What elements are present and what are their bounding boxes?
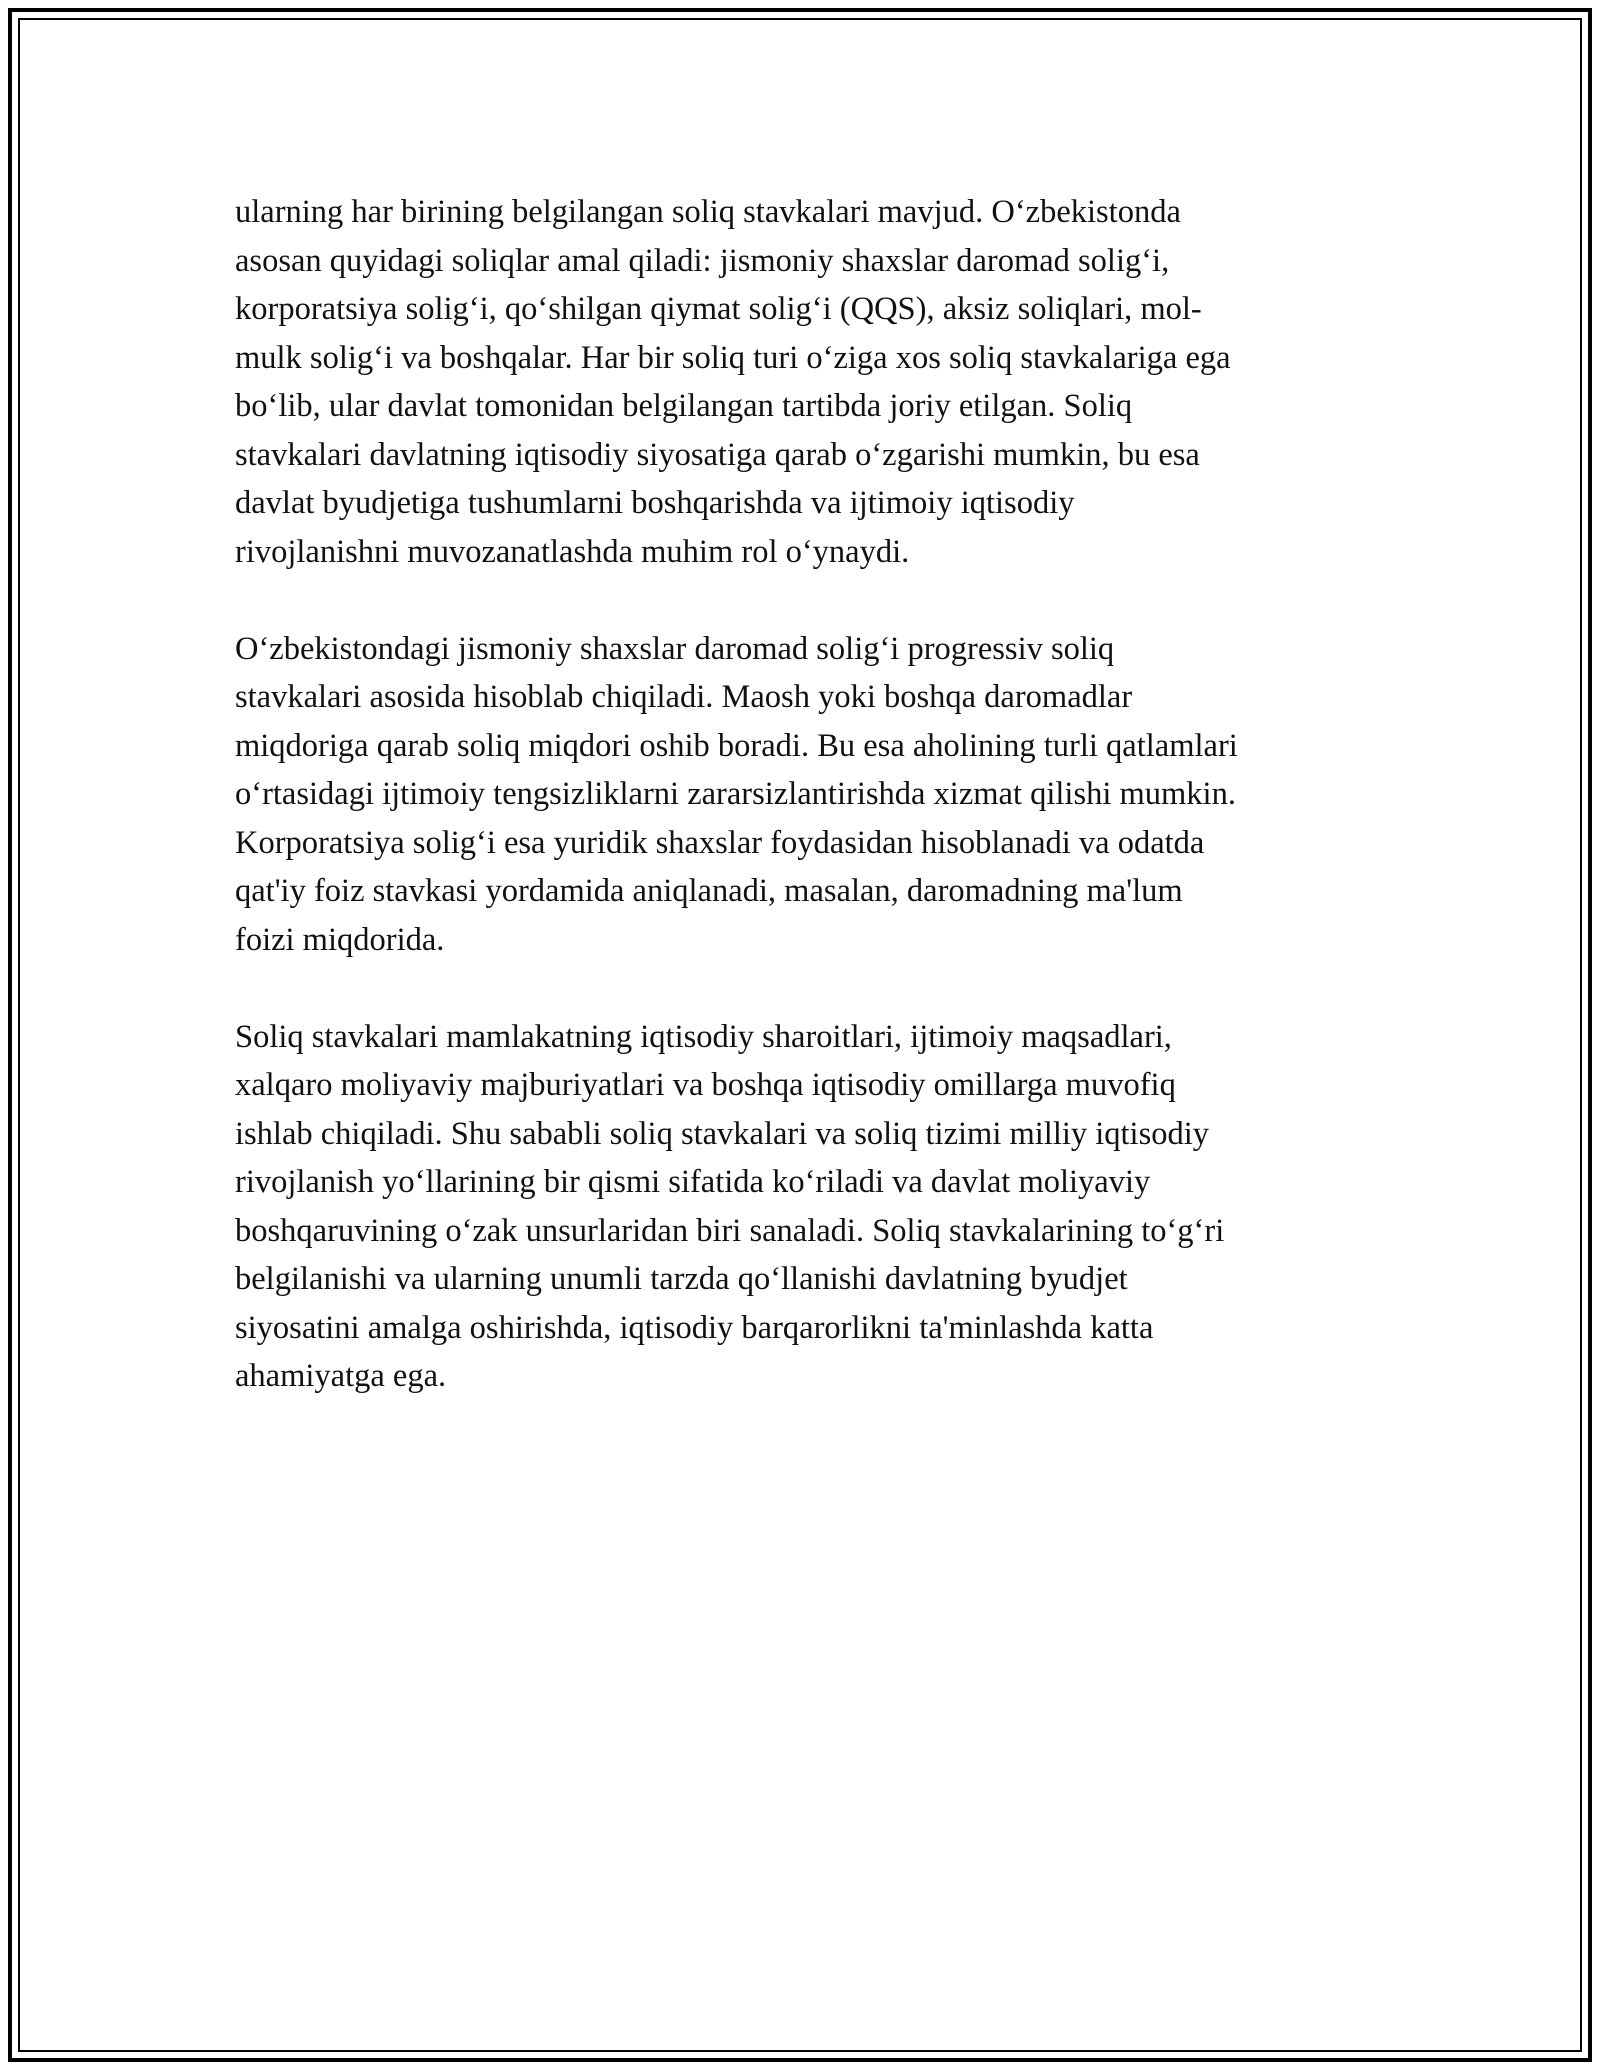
document-body	[235, 188, 1375, 1449]
paragraph-1: ularning har birining belgilangan soliq stavkalari mavjud. O‘zbekistonda asosan quyidagi soliqlar amal qiladi: jismoniy shaxslar daromad solig‘i, korporatsiya solig‘i, qo‘shilgan qiymat solig‘i (QQS), aksiz soliqlari, mol- mulk solig‘i va boshqalar. Har bir soliq turi o‘ziga xos soliq stavkalariga ega bo‘lib, ular davlat tomonidan belgilangan tartibda joriy etilgan. Soliq stavkalari davlatning iqtisodiy siyosatiga qarab o‘zgarishi mumkin, bu esa davlat byudjetiga tushumlarni boshqarishda va ijtimoiy iqtisodiy rivojlanishni muvozanatlashda muhim rol o‘ynaydi.	[235, 194, 1231, 570]
paragraph-2: O‘zbekistondagi jismoniy shaxslar daromad solig‘i progressiv soliq stavkalari asosida hisoblab chiqiladi. Maosh yoki boshqa daromadlar miqdoriga qarab soliq miqdori oshib boradi. Bu esa aholining turli qatlamlari o‘rtasidagi ijtimoiy tengsizliklarni zararsizlantirishda xizmat qilishi mumkin. Korporatsiya solig‘i esa yuridik shaxslar foydasidan hisoblanadi va odatda qat'iy foiz stavkasi yordamida aniqlanadi, masalan, daromadning ma'lum foizi miqdorida.	[235, 630, 1238, 958]
paragraph-3: Soliq stavkalari mamlakatning iqtisodiy sharoitlari, ijtimoiy maqsadlari, xalqaro moliyaviy majburiyatlari va boshqa iqtisodiy omillarga muvofiq ishlab chiqiladi. Shu sababli soliq stavkalari va soliq tizimi milliy iqtisodiy rivojlanish yo‘llarining bir qismi sifatida ko‘riladi va davlat moliyaviy boshqaruvining o‘zak unsurlaridan biri sanaladi. Soliq stavkalarining to‘g‘ri belgilanishi va ularning unumli tarzda qo‘llanishi davlatning byudjet siyosatini amalga oshirishda, iqtisodiy barqarorlikni ta'minlashda katta ahamiyatga ega.	[235, 1018, 1225, 1394]
